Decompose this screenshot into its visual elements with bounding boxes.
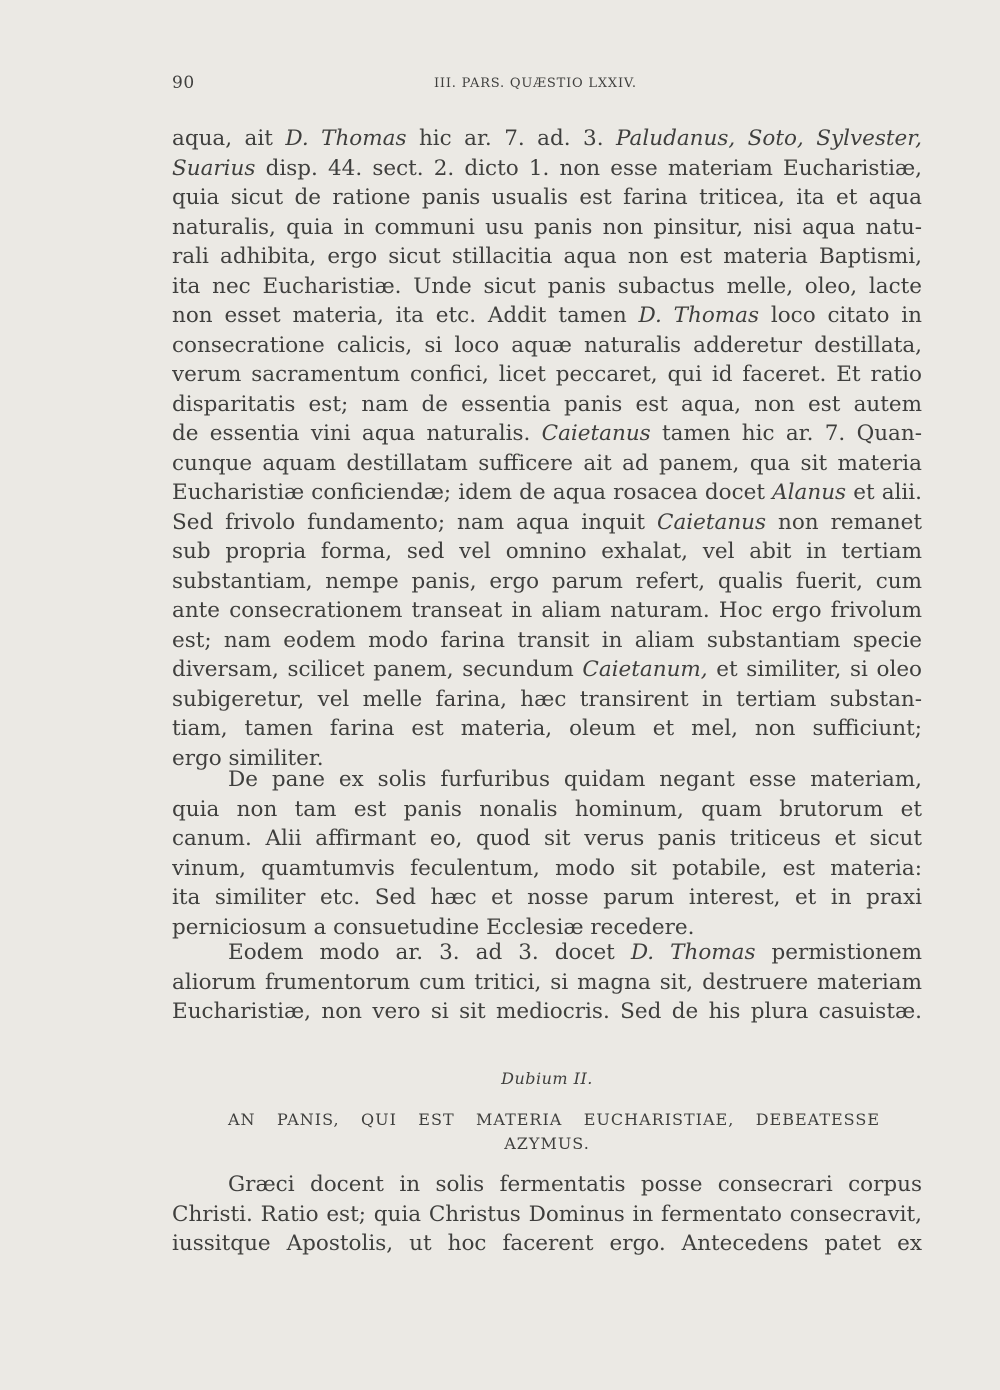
text-run: Eucharistiæ conficiendæ; idem de aqua rosacea docet — [172, 480, 773, 505]
text-run: non remanet — [766, 509, 922, 535]
text-line — [172, 795, 922, 825]
text-line — [172, 508, 922, 538]
text-run: aqua, ait — [172, 126, 286, 151]
text-line — [172, 938, 922, 968]
text-run: subigeretur, vel melle farina, hæc transirent in tertiam substan- — [172, 686, 922, 712]
paragraph-3 — [172, 938, 922, 1027]
text-run: ita similiter etc. Sed hæc et nosse parum interest, et in praxi — [172, 885, 922, 910]
text-line — [172, 596, 922, 626]
text-run: tamen hic ar. 7. Quan- — [650, 421, 922, 446]
italic-text: D. Thomas — [285, 126, 407, 151]
text-run: ante consecrationem transeat in aliam naturam. Hoc ergo frivolum — [172, 598, 922, 623]
text-line — [172, 1200, 922, 1230]
text-run: verum sacramentum confici, licet peccaret, qui id faceret. Et ratio — [172, 362, 922, 387]
italic-text: Alanus — [772, 480, 847, 505]
text-line — [172, 1229, 922, 1259]
text-line — [172, 714, 922, 744]
text-run: Christi. Ratio est; quia Christus Dominus in fermentato consecravit, — [172, 1201, 922, 1227]
italic-text: Paludanus, Soto, Sylvester, — [616, 126, 922, 151]
italic-text: Caietanum, — [582, 657, 708, 682]
text-run: loco citato in — [759, 303, 922, 328]
italic-text: Suarius — [172, 155, 256, 181]
text-line — [172, 301, 922, 331]
text-run: permistionem — [755, 940, 922, 965]
italic-text: D. Thomas — [638, 303, 760, 328]
text-line — [172, 655, 922, 685]
running-head — [172, 73, 922, 101]
section-heading-line-1: AN PANIS, QUI EST MATERIA EUCHARISTIAE, DEBEATESSE — [228, 1110, 880, 1129]
text-run: et similiter, si oleo — [707, 657, 922, 682]
text-line — [172, 124, 922, 154]
text-line — [172, 419, 922, 449]
text-line — [172, 449, 922, 479]
text-run: cunque aquam destillatam sufficere ait ad panem, qua sit materia — [172, 450, 922, 476]
text-line — [172, 213, 922, 243]
text-run: Sed frivolo fundamento; nam aqua inquit — [172, 509, 657, 535]
text-line — [172, 883, 922, 913]
paragraph-2 — [172, 765, 922, 942]
text-line — [172, 685, 922, 715]
text-run: disparitatis est; nam de essentia panis est aqua, non est autem — [172, 391, 922, 417]
text-run: diversam, scilicet panem, secundum — [172, 657, 583, 682]
text-line — [172, 183, 922, 213]
text-line — [172, 567, 922, 597]
italic-text: Caietanus — [657, 509, 767, 535]
text-run: perniciosum a consuetudine Ecclesiæ recedere. — [172, 914, 695, 940]
text-run: Eucharistiæ, non vero si sit mediocris. Sed de his plura casuistæ. — [172, 999, 922, 1024]
text-line — [172, 997, 922, 1027]
italic-text: D. Thomas — [630, 940, 756, 965]
text-line — [172, 626, 922, 656]
text-line — [172, 242, 922, 272]
text-run: rali adhibita, ergo sicut stillacitia aqua non est materia Baptismi, — [172, 244, 922, 269]
text-run: canum. Alii affirmant eo, quod sit verus panis triticeus et sicut — [172, 826, 922, 851]
italic-text: Caietanus — [541, 421, 651, 446]
text-line — [172, 765, 922, 795]
text-run: aliorum frumentorum cum tritici, si magna sit, destruere materiam — [172, 969, 922, 995]
text-run: hic ar. 7. ad. 3. — [406, 126, 617, 151]
paragraph-1 — [172, 124, 922, 773]
text-run: iussitque Apostolis, ut hoc facerent ergo. Antecedens patet ex — [172, 1231, 922, 1256]
text-run: substantiam, nempe panis, ergo parum refert, qualis fuerit, cum — [172, 568, 922, 594]
text-run: quia sicut de ratione panis usualis est farina triticea, ita et aqua — [172, 185, 922, 210]
text-line — [172, 968, 922, 998]
text-line — [172, 154, 922, 184]
text-run: naturalis, quia in communi usu panis non pinsitur, nisi aqua natu- — [172, 214, 922, 240]
text-run: est; nam eodem modo farina transit in aliam substantiam specie — [172, 627, 922, 653]
text-run: Eodem modo ar. 3. ad 3. docet — [228, 940, 631, 965]
text-line — [172, 390, 922, 420]
text-run: de essentia vini aqua naturalis. — [172, 421, 542, 446]
text-run: non esset materia, ita etc. Addit tamen — [172, 303, 639, 328]
text-run: sub propria forma, sed vel omnino exhalat, vel abit in tertiam — [172, 539, 922, 564]
text-run: tiam, tamen farina est materia, oleum et mel, non sufficiunt; — [172, 716, 922, 741]
text-run: Græci docent in solis fermentatis posse consecrari corpus — [228, 1172, 922, 1197]
text-run: vinum, quamtumvis feculentum, modo sit potabile, est materia: — [172, 855, 922, 881]
text-run: ita nec Eucharistiæ. Unde sicut panis subactus melle, oleo, lacte — [172, 273, 922, 299]
text-line — [172, 824, 922, 854]
text-run: et alii. — [846, 480, 922, 505]
text-run: ergo similiter. — [172, 745, 324, 771]
page-number: 90 — [172, 73, 195, 93]
text-line — [172, 272, 922, 302]
text-line — [172, 478, 922, 508]
text-line — [172, 1170, 922, 1200]
text-run: De pane ex solis furfuribus quidam negant esse materiam, — [228, 767, 922, 792]
paragraph-4 — [172, 1170, 922, 1259]
text-line — [172, 360, 922, 390]
text-line — [172, 331, 922, 361]
section-heading-line-2: AZYMUS. — [504, 1134, 590, 1153]
section-label: Dubium II. — [501, 1069, 593, 1088]
text-run: consecratione calicis, si loco aquæ naturalis adderetur destillata, — [172, 332, 922, 358]
text-run: disp. 44. sect. 2. dicto 1. non esse materiam Eucharistiæ, — [255, 155, 922, 181]
section-heading — [172, 1108, 922, 1156]
text-line — [172, 537, 922, 567]
text-run: quia non tam est panis nonalis hominum, quam brutorum et — [172, 796, 922, 822]
text-line — [172, 854, 922, 884]
running-title: III. PARS. QUÆSTIO LXXIV. — [434, 76, 637, 91]
